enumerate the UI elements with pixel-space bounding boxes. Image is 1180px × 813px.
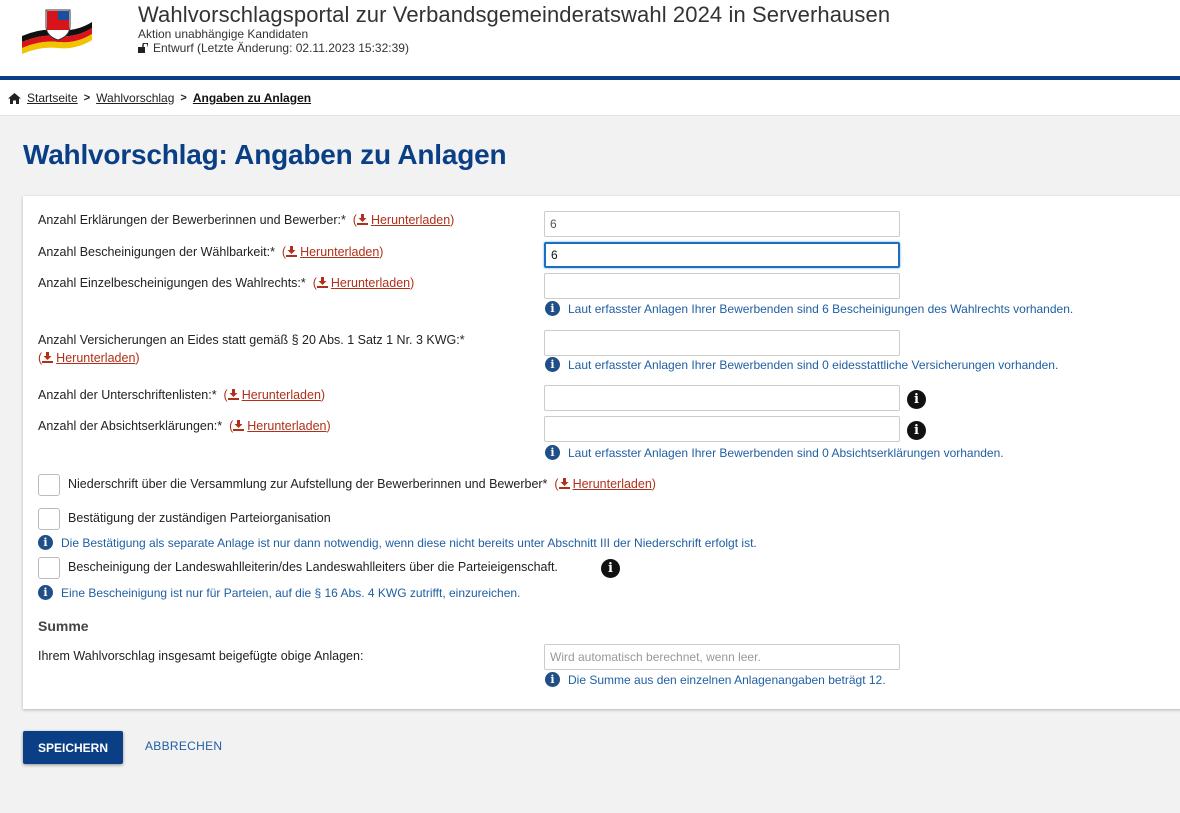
download-link[interactable]: Herunterladen bbox=[357, 213, 450, 227]
breadcrumb-separator: > bbox=[83, 92, 91, 104]
download-icon bbox=[317, 277, 328, 288]
summe-heading: Summe bbox=[38, 618, 89, 634]
bestaetigung-hint: i Die Bestätigung als separate Anlage ist nur dann notwendig, wenn diese nicht bereits unter Abschnitt III der Niederschrift erfolgt ist. bbox=[38, 535, 757, 550]
save-button[interactable]: SPEICHERN bbox=[23, 731, 123, 764]
draft-status-text: Entwurf (Letzte Änderung: 02.11.2023 15:32:39) bbox=[153, 41, 409, 55]
download-link[interactable]: Herunterladen bbox=[317, 276, 410, 290]
summe-input[interactable] bbox=[544, 644, 900, 670]
wahlrecht-label: Anzahl Einzelbescheinigungen des Wahlrechts:* ( Herunterladen) bbox=[38, 276, 415, 290]
unterschriften-info-icon[interactable]: i bbox=[907, 390, 926, 409]
versicherungen-hint: i Laut erfasster Anlagen Ihrer Bewerbenden sind 0 eidesstattliche Versicherungen vorhanden. bbox=[545, 357, 1058, 372]
breadcrumb-startseite[interactable]: Startseite bbox=[27, 91, 78, 105]
download-link[interactable]: Herunterladen bbox=[228, 388, 321, 402]
rlp-coat-of-arms-logo bbox=[20, 6, 94, 56]
page-title: Wahlvorschlag: Angaben zu Anlagen bbox=[23, 139, 507, 170]
bescheinigung-checkbox[interactable] bbox=[38, 557, 60, 579]
download-icon bbox=[42, 352, 53, 363]
breadcrumb-wahlvorschlag[interactable]: Wahlvorschlag bbox=[96, 91, 175, 105]
wahlrecht-input[interactable] bbox=[544, 273, 900, 299]
niederschrift-label: Niederschrift über die Versammlung zur Aufstellung der Bewerberinnen und Bewerber* ( Herunterladen) bbox=[68, 477, 656, 491]
info-icon: i bbox=[545, 301, 560, 316]
versicherungen-label: Anzahl Versicherungen an Eides statt gemäß § 20 Abs. 1 Satz 1 Nr. 3 KWG:* ( Herunterladen) bbox=[38, 333, 465, 365]
bestaetigung-checkbox[interactable] bbox=[38, 508, 60, 530]
info-icon: i bbox=[545, 445, 560, 460]
unlocked-padlock-icon bbox=[138, 43, 148, 53]
unterschriften-label: Anzahl der Unterschriftenlisten:* ( Herunterladen) bbox=[38, 388, 326, 402]
absichtserklaerungen-hint: i Laut erfasster Anlagen Ihrer Bewerbenden sind 0 Absichtserklärungen vorhanden. bbox=[545, 445, 1004, 460]
info-icon: i bbox=[38, 535, 53, 550]
download-icon bbox=[286, 246, 297, 257]
home-icon[interactable] bbox=[8, 93, 21, 104]
download-link[interactable]: Herunterladen bbox=[559, 477, 652, 491]
summe-hint: i Die Summe aus den einzelnen Anlagenangaben beträgt 12. bbox=[545, 672, 886, 687]
app-header bbox=[0, 0, 1180, 76]
bescheinigung-info-icon[interactable]: i bbox=[601, 559, 620, 578]
breadcrumb-separator: > bbox=[180, 92, 187, 104]
download-link[interactable]: Herunterladen bbox=[233, 419, 326, 433]
unterschriften-input[interactable] bbox=[544, 385, 900, 411]
draft-status bbox=[138, 41, 409, 55]
absichtserklaerungen-input[interactable] bbox=[544, 416, 900, 442]
download-icon bbox=[228, 389, 239, 400]
breadcrumb bbox=[8, 91, 311, 105]
info-icon: i bbox=[545, 672, 560, 687]
download-icon bbox=[559, 478, 570, 489]
download-link[interactable]: Herunterladen bbox=[42, 351, 135, 365]
bestaetigung-label: Bestätigung der zuständigen Parteiorganisation bbox=[68, 511, 331, 525]
bescheinigung-hint: i Eine Bescheinigung ist nur für Parteien, auf die § 16 Abs. 4 KWG zutrifft, einzureichen. bbox=[38, 585, 520, 600]
wahlrecht-hint: i Laut erfasster Anlagen Ihrer Bewerbenden sind 6 Bescheinigungen des Wahlrechts vorhanden. bbox=[545, 301, 1073, 316]
info-icon: i bbox=[38, 585, 53, 600]
cancel-button[interactable]: ABBRECHEN bbox=[145, 739, 223, 753]
bescheinigung-label: Bescheinigung der Landeswahlleiterin/des Landeswahlleiters über die Parteieigenschaft. bbox=[68, 560, 558, 574]
summe-label: Ihrem Wahlvorschlag insgesamt beigefügte obige Anlagen: bbox=[38, 649, 364, 663]
download-icon bbox=[233, 420, 244, 431]
download-icon bbox=[357, 214, 368, 225]
absichtserklaerungen-info-icon[interactable]: i bbox=[907, 421, 926, 440]
app-title: Wahlvorschlagsportal zur Verbandsgemeinderatswahl 2024 in Serverhausen bbox=[138, 2, 891, 27]
breadcrumb-current: Angaben zu Anlagen bbox=[192, 91, 312, 105]
erklaerungen-label: Anzahl Erklärungen der Bewerberinnen und Bewerber:* ( Herunterladen) bbox=[38, 213, 455, 227]
erklaerungen-input[interactable] bbox=[544, 211, 900, 237]
info-icon: i bbox=[545, 357, 560, 372]
niederschrift-checkbox[interactable] bbox=[38, 474, 60, 496]
breadcrumb-bar bbox=[0, 80, 1180, 116]
header-subtitle: Aktion unabhängige Kandidaten bbox=[138, 27, 309, 41]
download-link[interactable]: Herunterladen bbox=[286, 245, 379, 259]
versicherungen-input[interactable] bbox=[544, 330, 900, 356]
absichtserklaerungen-label: Anzahl der Absichtserklärungen:* ( Herunterladen) bbox=[38, 419, 331, 433]
waehlbarkeit-input[interactable] bbox=[544, 242, 900, 268]
waehlbarkeit-label: Anzahl Bescheinigungen der Wählbarkeit:* ( Herunterladen) bbox=[38, 245, 384, 259]
